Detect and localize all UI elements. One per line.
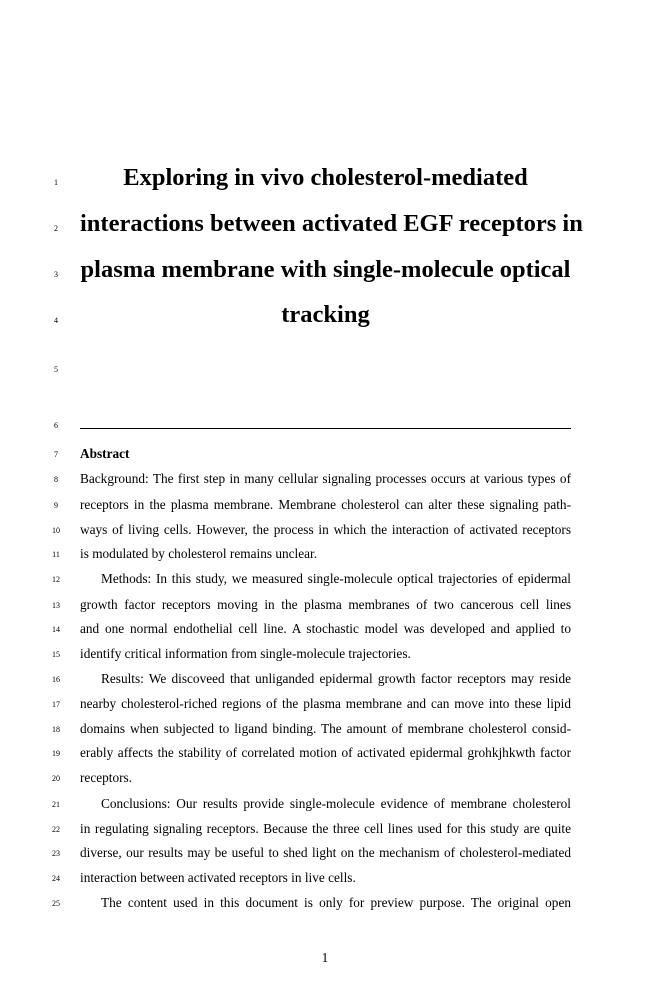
line-number: 2 (54, 224, 58, 233)
line-number: 25 (52, 899, 60, 908)
line-number: 6 (54, 421, 58, 430)
abstract-line: receptors. (80, 770, 133, 785)
abstract-line: interaction between activated receptors in live cells. (80, 870, 356, 885)
abstract-line: is modulated by cholesterol remains unclear. (80, 546, 318, 561)
abstract-line: Background: The first step in many cellular signaling processes occurs at various types of (80, 471, 571, 486)
line-number: 7 (54, 450, 58, 459)
line-number: 21 (52, 800, 60, 809)
abstract-line: growth factor receptors moving in the plasma membranes of two cancerous cell lines (80, 597, 571, 612)
abstract-line: Conclusions: Our results provide single-molecule evidence of membrane cholesterol (101, 796, 571, 811)
line-number: 1 (54, 178, 58, 187)
line-number: 18 (52, 725, 60, 734)
line-number: 13 (52, 601, 60, 610)
abstract-line: in regulating signaling receptors. Because the three cell lines used for this study are quite (80, 821, 571, 836)
abstract-line: receptors in the plasma membrane. Membrane cholesterol can alter these signaling path- (80, 497, 571, 512)
line-number: 9 (54, 501, 58, 510)
line-number: 5 (54, 365, 58, 374)
abstract-line: The content used in this document is only for preview purpose. The original open (101, 895, 571, 910)
paper-title-line: tracking (281, 301, 370, 328)
line-number: 15 (52, 650, 60, 659)
abstract-line: and one normal endothelial cell line. A stochastic model was developed and applied to (80, 621, 571, 636)
line-number: 4 (54, 316, 58, 325)
line-number: 8 (54, 475, 58, 484)
line-number: 19 (52, 749, 60, 758)
line-number: 22 (52, 825, 60, 834)
abstract-line: Methods: In this study, we measured single-molecule optical trajectories of epidermal (101, 571, 571, 586)
abstract-line: nearby cholesterol-riched regions of the plasma membrane and can move into these lipid (80, 696, 571, 711)
abstract-line: ways of living cells. However, the process in which the interaction of activated receptors (80, 522, 571, 537)
paper-title-line: interactions between activated EGF receptors in (80, 210, 583, 237)
line-number: 17 (52, 700, 60, 709)
title-divider (80, 428, 571, 429)
line-number: 16 (52, 675, 60, 684)
abstract-line: diverse, our results may be useful to shed light on the mechanism of cholesterol-mediated (80, 845, 571, 860)
abstract-line: domains when subjected to ligand binding. The amount of membrane cholesterol consid- (80, 721, 571, 736)
line-number: 10 (52, 526, 60, 535)
abstract-heading: Abstract (80, 446, 130, 461)
line-number: 24 (52, 874, 60, 883)
abstract-line: erably affects the stability of correlated motion of activated epidermal grohkjhkwth factor (80, 745, 571, 760)
line-number: 23 (52, 849, 60, 858)
abstract-line: Results: We discoveed that unliganded epidermal growth factor receptors may reside (101, 671, 571, 686)
line-number: 12 (52, 575, 60, 584)
abstract-line: identify critical information from single-molecule trajectories. (80, 646, 411, 661)
line-number: 11 (52, 550, 60, 559)
line-number: 20 (52, 774, 60, 783)
paper-title-line: Exploring in vivo cholesterol-mediated (123, 164, 528, 191)
page-number: 1 (321, 950, 329, 965)
paper-title-line: plasma membrane with single-molecule optical (80, 256, 571, 283)
line-number: 3 (54, 270, 58, 279)
line-number: 14 (52, 625, 60, 634)
